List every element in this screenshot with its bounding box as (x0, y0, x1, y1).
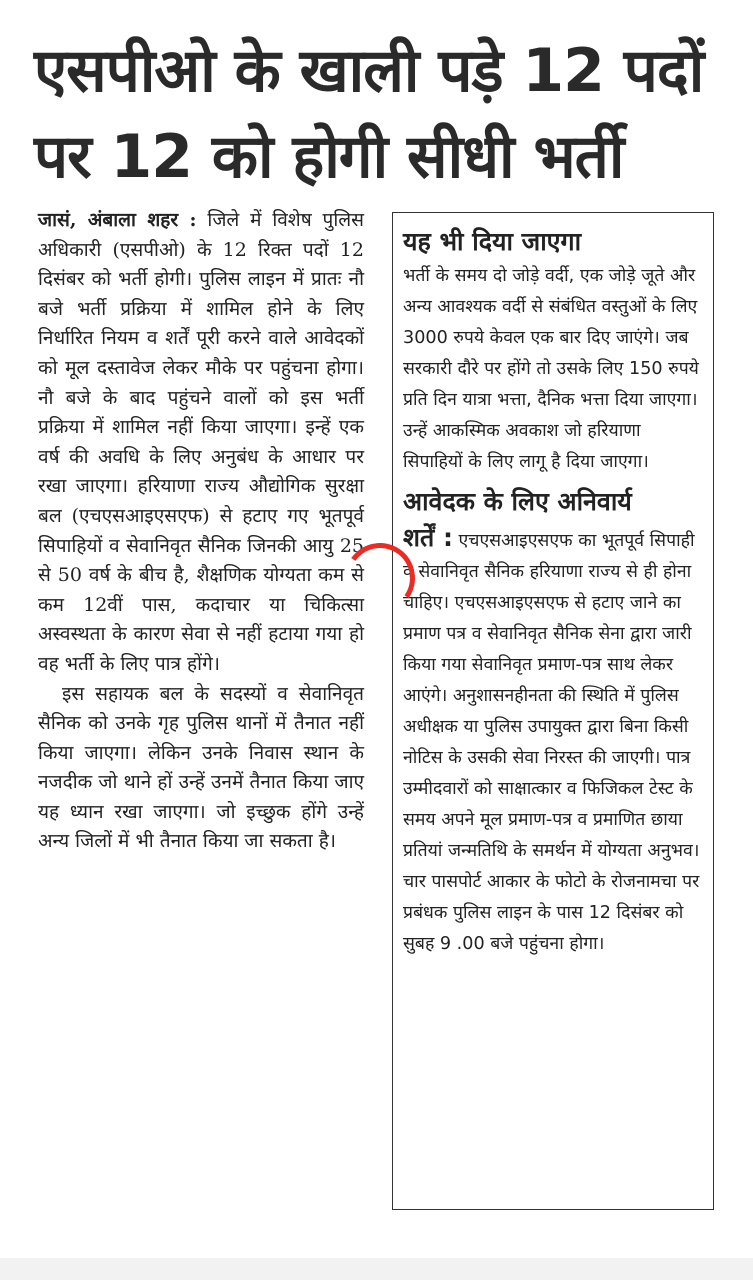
info-box (392, 212, 714, 1210)
article-paragraph-1 (38, 206, 364, 680)
info-box-text-1: भर्ती के समय दो जोड़े वर्दी, एक जोड़े जूते और अन्य आवश्यक वर्दी से संबंधित वस्तुओं के लिए 3000 रुपये केवल एक बार दिए जाएंगे। जब सरकारी दौरे पर होंगे तो उसके लिए 150 रुपये प्रति दिन यात्रा भत्ता, दैनिक भत्ता दिया जाएगा। उन्हें आकस्मिक अवकाश जो हरियाणा सिपाहियों के लिए लागू है दिया जाएगा। (403, 266, 699, 472)
article-body (38, 206, 364, 857)
headline-line-2: पर 12 को होगी सीधी भर्ती (34, 122, 624, 192)
info-box-heading-1: यह भी दिया जाएगा (403, 227, 582, 256)
info-box-heading-2: आवेदक के लिए अनिवार्य (403, 487, 632, 516)
dateline: जासं, अंबाला शहर : (38, 209, 197, 231)
info-box-text-2-body: एचएसआइएसएफ का भूतपूर्व सिपाही व सेवानिवृत सैनिक हरियाणा राज्य से ही होना चाहिए। एचएसआइएसएफ से हटाए जाने का प्रमाण पत्र व सेवानिवृत सैनिक सेना द्वारा जारी किया गया सेवानिवृत प्रमाण-पत्र साथ लेकर आएंगे। अनुशासनहीनता की स्थिति में पुलिस अधीक्षक या पुलिस उपायुक्त द्वारा बिना किसी नोटिस के उसकी सेवा निरस्त की जाएगी। पात्र उम्मीदवारों को साक्षात्कार व फिजिकल टेस्ट के समय अपने मूल प्रमाण-पत्र व प्रमाणित छाया प्रतियां जन्मतिथि के समर्थन में योग्यता अनुभव। चार पासपोर्ट आकार के फोटो के रोजनामचा पर प्रबंधक पुलिस लाइन के पास 12 दिसंबर को सुबह 9 .00 बजे पहुंचना होगा। (403, 531, 700, 954)
headline-line-1: एसपीओ के खाली पड़े 12 पदों (34, 36, 704, 106)
info-box-text-2 (403, 522, 705, 960)
article-paragraph-2: इस सहायक बल के सदस्यों व सेवानिवृत सैनिक को उनके गृह पुलिस थानों में तैनात नहीं किया जाएगा। लेकिन उनके निवास स्थान के नजदीक जो थाने हों उन्हें उनमें तैनात किया जाए यह ध्यान रखा जाएगा। जो इच्छुक होंगे उन्हें अन्य जिलों में भी तैनात किया जा सकता है। (38, 682, 364, 853)
paragraph-1-text: जिले में विशेष पुलिस अधिकारी (एसपीओ) के 12 रिक्त पदों 12 दिसंबर को भर्ती होगी। पुलिस लाइन में प्रातः नौ बजे भर्ती प्रक्रिया में शामिल होने के लिए निर्धारित नियम व शर्तें पूरी करने वाले आवेदकों को मूल दस्तावेज लेकर मौके पर पहुंचना होगा। नौ बजे के बाद पहुंचने वालों को इस भर्ती प्रक्रिया में शामिल नहीं किया जाएगा। इन्हें एक वर्ष की अवधि के लिए अनुबंध के आधार पर रखा जाएगा। हरियाणा राज्य औद्योगिक सुरक्षा बल (एचएसआइएसएफ) से हटाए गए भूतपूर्व सिपाहियों व सेवानिवृत सैनिक जिनकी आयु 25 से 50 वर्ष के बीच है, शैक्षणिक योग्यता कम से कम 12वीं पास, कदाचार या चिकित्सा अस्वस्थता के कारण सेवा से नहीं हटाया गया हो वह भर्ती के लिए पात्र होंगे। (38, 209, 364, 675)
bottom-margin (0, 1258, 753, 1280)
info-box-heading-2-cont: शर्तें : (403, 523, 453, 552)
headline (34, 28, 734, 200)
